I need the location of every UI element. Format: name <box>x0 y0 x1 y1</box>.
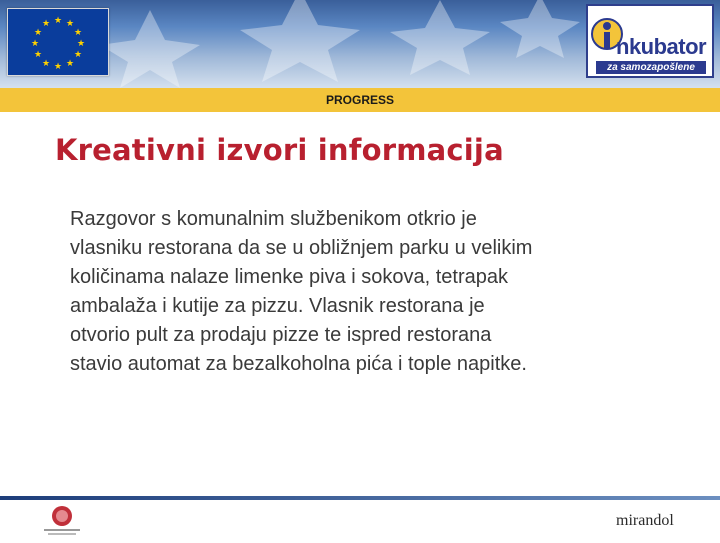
svg-text:★: ★ <box>65 59 75 69</box>
footer-divider <box>0 496 720 500</box>
progress-label: PROGRESS <box>325 93 394 107</box>
svg-text:★: ★ <box>30 39 40 49</box>
eu-flag-icon <box>7 8 109 76</box>
inkubator-logo-text: nkubator <box>616 34 707 59</box>
svg-text:★: ★ <box>41 19 51 29</box>
inkubator-logo-subtitle: za samozapošlene <box>596 61 706 74</box>
body-line: ambalaža i kutije za pizzu. Vlasnik restorana je <box>70 295 485 317</box>
slide-body <box>70 205 650 379</box>
body-line: vlasniku restorana da se u obližnjem parku u velikim <box>70 237 533 259</box>
svg-text:★: ★ <box>73 50 83 60</box>
svg-text:★: ★ <box>76 39 86 49</box>
slide-title: Kreativni izvori informacija <box>55 133 504 167</box>
footer-organization-logo <box>38 504 86 538</box>
svg-text:★: ★ <box>53 16 63 26</box>
svg-text:★: ★ <box>33 28 43 38</box>
body-line: Razgovor s komunalnim službenikom otkrio je <box>70 208 477 230</box>
svg-text:★: ★ <box>41 59 51 69</box>
svg-text:★: ★ <box>73 28 83 38</box>
svg-text:★: ★ <box>33 50 43 60</box>
footer-brand-mirandol: mirandol <box>616 512 674 529</box>
progress-band <box>0 88 720 112</box>
inkubator-logo <box>586 4 714 78</box>
organization-emblem-icon <box>38 504 86 538</box>
svg-text:★: ★ <box>65 19 75 29</box>
header-banner <box>0 0 720 88</box>
body-line: stavio automat za bezalkoholna pića i tople napitke. <box>70 353 527 375</box>
body-line: količinama nalaze limenke piva i sokova, tetrapak <box>70 266 508 288</box>
svg-text:★: ★ <box>53 62 63 72</box>
body-line: otvorio pult za prodaju pizze te ispred restorana <box>70 324 492 346</box>
